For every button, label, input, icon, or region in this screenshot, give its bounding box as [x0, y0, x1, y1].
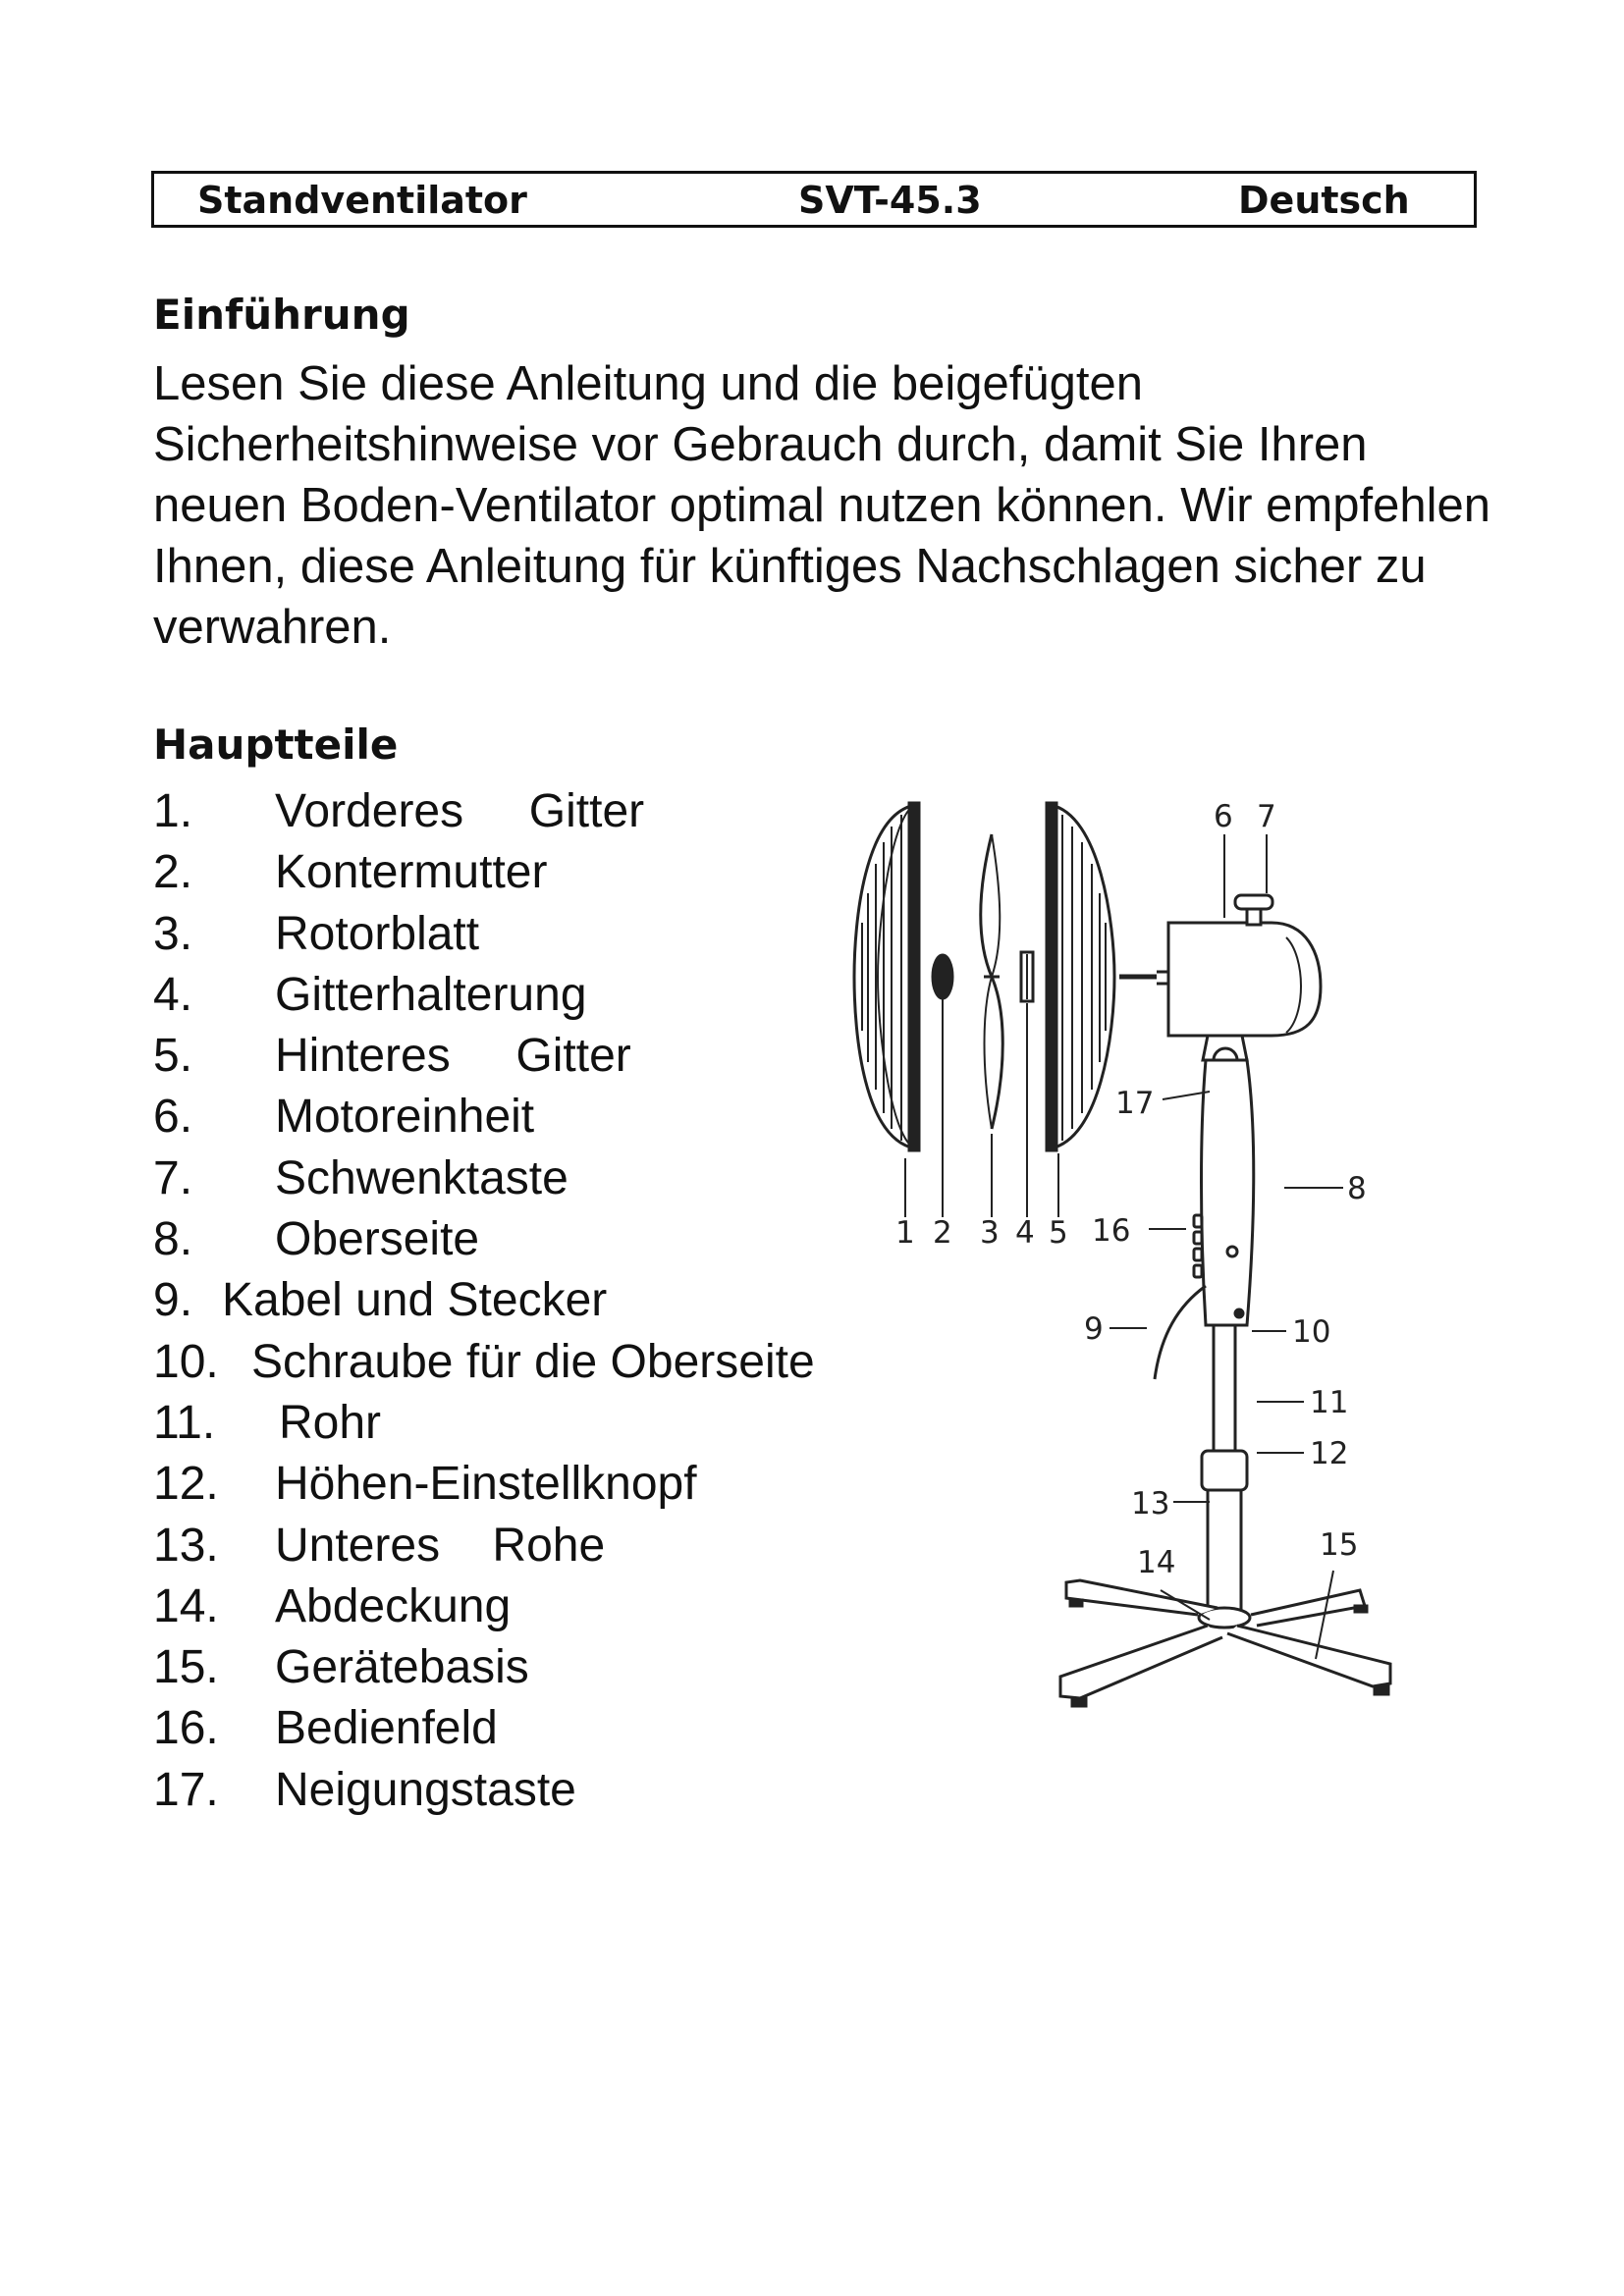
- pole: [1214, 1325, 1235, 1453]
- item-label: Rotorblatt: [275, 907, 480, 960]
- item-number: 14.: [153, 1579, 219, 1632]
- item-label: Bedienfeld: [275, 1702, 498, 1755]
- intro-paragraph: Lesen Sie diese Anleitung und die beigefügten Sicherheitshinweise vor Gebrauch durch, damit Sie Ihren neuen Boden-Ventilator optimal nutzen können. Wir empfehlen Ihnen, diese Anleitung für künftiges Nachschlagen sicher zu verwahren.: [153, 357, 1490, 654]
- model-number: SVT-45.3: [798, 179, 982, 222]
- item-label: Schraube für die Oberseite: [251, 1335, 815, 1388]
- item-number: 5.: [153, 1030, 193, 1083]
- item-label: Hinteres Gitter: [275, 1030, 631, 1083]
- oscillation-knob: [1235, 895, 1272, 925]
- item-label: Gerätebasis: [275, 1641, 529, 1694]
- grill-holder: [1021, 952, 1033, 1001]
- callout-12: 12: [1310, 1436, 1349, 1471]
- item-label: Gitterhalterung: [275, 968, 587, 1021]
- item-number: 13.: [153, 1519, 219, 1572]
- item-number: 15.: [153, 1641, 219, 1694]
- item-number: 9.: [153, 1274, 193, 1327]
- item-number: 6.: [153, 1091, 193, 1144]
- item-number: 3.: [153, 907, 193, 960]
- item-number: 16.: [153, 1702, 219, 1755]
- parts-heading: Hauptteile: [153, 721, 399, 769]
- item-number: 2.: [153, 846, 193, 899]
- callout-2: 2: [933, 1215, 952, 1251]
- callout-15: 15: [1320, 1527, 1359, 1563]
- rotor-blade: [981, 834, 1003, 1129]
- item-number: 11.: [153, 1396, 216, 1449]
- height-knob: [1202, 1451, 1247, 1490]
- item-number: 1.: [153, 785, 193, 837]
- item-number: 7.: [153, 1151, 193, 1204]
- callout-10: 10: [1292, 1314, 1331, 1350]
- item-number: 12.: [153, 1458, 219, 1511]
- callout-9: 9: [1084, 1311, 1104, 1347]
- document-header: [151, 171, 1477, 228]
- item-label: Neigungstaste: [275, 1763, 576, 1816]
- callout-6: 6: [1214, 799, 1233, 834]
- callout-8: 8: [1347, 1171, 1367, 1206]
- language-label: Deutsch: [1238, 179, 1410, 222]
- item-number: 17.: [153, 1763, 219, 1816]
- fan-exploded-diagram: [844, 775, 1551, 1777]
- item-label: Rohr: [279, 1396, 382, 1449]
- callout-14: 14: [1137, 1545, 1176, 1580]
- item-label: Abdeckung: [275, 1579, 512, 1632]
- item-label: Vorderes Gitter: [275, 785, 645, 837]
- product-title: Standventilator: [197, 179, 527, 222]
- rear-grill: [1047, 803, 1114, 1150]
- power-cable: [1155, 1286, 1206, 1379]
- callout-3: 3: [980, 1215, 1000, 1251]
- item-label: Kontermutter: [275, 846, 548, 899]
- callout-1: 1: [895, 1215, 915, 1251]
- callout-4: 4: [1015, 1215, 1035, 1251]
- item-number: 4.: [153, 968, 193, 1021]
- callout-17: 17: [1115, 1086, 1155, 1121]
- top-screw: [1235, 1309, 1243, 1317]
- lower-pole: [1208, 1490, 1241, 1613]
- item-label: Motoreinheit: [275, 1091, 535, 1144]
- item-label: Höhen-Einstellknopf: [275, 1458, 697, 1511]
- callout-16: 16: [1092, 1213, 1131, 1249]
- intro-heading: Einführung: [153, 291, 410, 339]
- upper-housing: [1194, 1060, 1254, 1325]
- motor-unit: [1157, 923, 1321, 1036]
- item-number: 10.: [153, 1335, 219, 1388]
- front-grill: [854, 803, 919, 1150]
- spinner-nut: [933, 955, 952, 998]
- item-label: Kabel und Stecker: [222, 1274, 608, 1327]
- item-label: Oberseite: [275, 1213, 480, 1266]
- item-label: Schwenktaste: [275, 1151, 568, 1204]
- item-label: Unteres Rohe: [275, 1519, 606, 1572]
- callout-13: 13: [1131, 1486, 1170, 1522]
- callout-11: 11: [1310, 1385, 1349, 1420]
- callout-7: 7: [1257, 799, 1276, 834]
- callout-5: 5: [1049, 1215, 1068, 1251]
- item-number: 8.: [153, 1213, 193, 1266]
